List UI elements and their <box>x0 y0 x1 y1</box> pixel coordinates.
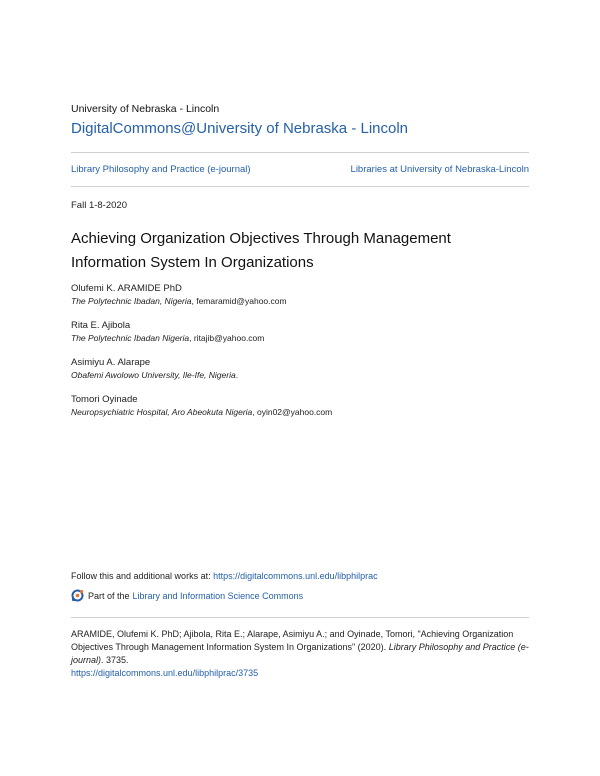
follow-line <box>71 571 378 581</box>
affiliation-text: Obafemi Awolowo University, Ile-Ife, Nigeria <box>71 370 236 380</box>
author-name: Asimiyu A. Alarape <box>71 357 151 368</box>
part-of-prefix: Part of the <box>88 590 130 601</box>
divider <box>71 617 529 618</box>
divider <box>71 152 529 153</box>
affiliation-text: The Polytechnic Ibadan Nigeria <box>71 333 190 343</box>
citation-url[interactable]: https://digitalcommons.unl.edu/libphilprac/3735 <box>71 668 259 678</box>
affiliation-text: The Polytechnic Ibadan, Nigeria <box>71 296 192 306</box>
follow-prefix: Follow this and additional works at: <box>71 571 214 581</box>
author-name: Olufemi K. ARAMIDE PhD <box>71 283 182 294</box>
author-block <box>71 282 531 308</box>
author-name: Rita E. Ajibola <box>71 320 131 331</box>
author-contact: , oyin02@yahoo.com <box>252 407 333 417</box>
author-block <box>71 393 531 419</box>
citation-number: . 3735. <box>101 655 129 665</box>
follow-link[interactable]: https://digitalcommons.unl.edu/libphilprac <box>213 571 378 581</box>
citation-journal: Library Philosophy and Practice (e-journal) <box>71 642 529 665</box>
author-affiliation <box>71 332 531 345</box>
journal-link[interactable]: Library Philosophy and Practice (e-journal) <box>71 164 251 175</box>
part-of-line <box>71 589 303 602</box>
repository-link[interactable]: DigitalCommons@University of Nebraska - Lincoln <box>71 120 409 137</box>
commons-link[interactable]: Library and Information Science Commons <box>132 590 304 601</box>
author-affiliation <box>71 406 531 419</box>
recommended-citation <box>71 628 531 680</box>
author-affiliation <box>71 295 531 308</box>
divider <box>71 186 529 187</box>
author-contact: . <box>235 370 239 380</box>
publication-date: Fall 1-8-2020 <box>71 200 127 211</box>
institution-name: University of Nebraska - Lincoln <box>71 103 220 115</box>
commons-network-icon <box>71 589 84 602</box>
author-contact: , femaramid@yahoo.com <box>191 296 287 306</box>
author-affiliation <box>71 369 531 382</box>
paper-title: Achieving Organization Objectives Through Management Information System In Organizations <box>71 230 451 271</box>
author-contact: , ritajib@yahoo.com <box>189 333 265 343</box>
author-block <box>71 356 531 382</box>
author-block <box>71 319 531 345</box>
affiliation-text: Neuropsychiatric Hospital, Aro Abeokuta Nigeria <box>71 407 253 417</box>
libraries-link[interactable]: Libraries at University of Nebraska-Lincoln <box>350 164 529 175</box>
citation-text: ARAMIDE, Olufemi K. PhD; Ajibola, Rita E.; Alarape, Asimiyu A.; and Oyinade, Tomori, "Achieving Organization Objectives Through Management Information System In Organizations" (2020). <box>71 629 514 652</box>
author-name: Tomori Oyinade <box>71 394 138 405</box>
